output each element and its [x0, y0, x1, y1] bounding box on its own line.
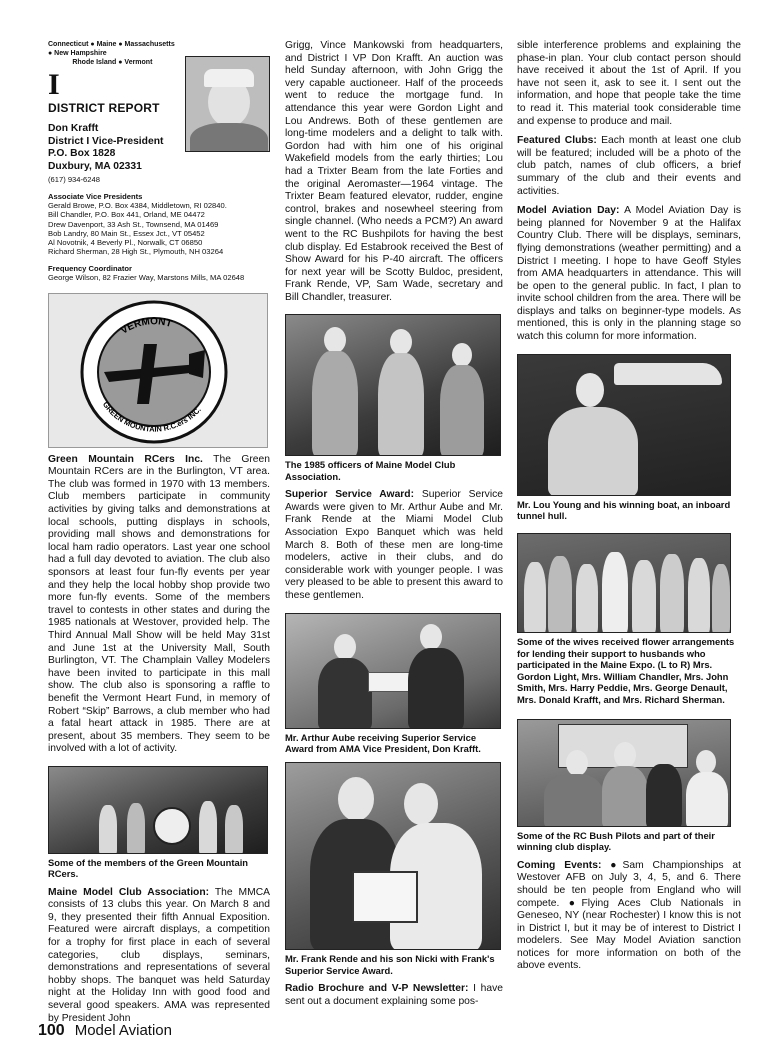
associates-list — [48, 201, 270, 256]
green-mountain-caption: Some of the members of the Green Mountain RCers. — [48, 856, 249, 880]
frequency-heading: Frequency Coordinator — [48, 264, 132, 274]
lou-young-caption: Mr. Lou Young and his winning boat, an inboard tunnel hull. — [517, 498, 731, 522]
column-2 — [285, 40, 503, 1008]
states-list: Connecticut ● Maine ● Massachusetts ● New Hampshire Rhode Island ● Vermont — [48, 41, 175, 66]
contact-address1: P.O. Box 1828 — [48, 148, 116, 159]
wives-caption: Some of the wives received flower arrangements for lending their support to husbands who participated in the Maine Expo. (L to R) Mrs. Gordon Light, Mrs. William Chandler, Mrs. John Smith, Mrs. Harry Peddie, Mrs. George Denault, Mrs. Donald Krafft, and Mrs. Richard Sherman. — [517, 636, 735, 705]
officers-photo — [285, 314, 501, 456]
contact-address2: Duxbury, MA 02331 — [48, 160, 142, 172]
aube-award-photo — [285, 613, 501, 729]
associate-line: Richard Sherman, 28 High St., Plymouth, NH 03264 — [48, 247, 224, 257]
associate-line: Bill Chandler, P.O. Box 441, Orland, ME 04472 — [48, 210, 205, 220]
featured-clubs-article: Featured Clubs: Each month at least one club will be featured; included will be a photo of the club patch, names of club officers, a brief summary of the club and their events and activities. — [517, 135, 741, 197]
club-patch-photo — [48, 293, 268, 448]
wives-photo — [517, 533, 731, 633]
superior-service-article: Superior Service Award: Superior Service Awards were given to Mr. Arthur Aube and Mr. Frank Rende at the Miami Model Club Association Expo Banquet which was held March 8. Both of these men are long-time modelers, active in their clubs, and do considerable work with younger people. I was very pleased to be able to present this award to these gentlemen. — [285, 489, 503, 602]
green-mountain-members-photo — [48, 766, 268, 854]
featured-clubs-title: Featured Clubs: — [517, 135, 597, 147]
district-title: DISTRICT REPORT — [48, 101, 160, 115]
aube-award-caption: Mr. Arthur Aube receiving Superior Service Award from AMA Vice President, Don Krafft. — [285, 731, 481, 755]
column-3 — [517, 40, 741, 973]
bush-pilots-photo — [517, 719, 731, 827]
associate-line: Al Novotnik, 4 Beverly Pl., Norwalk, CT 06850 — [48, 238, 203, 248]
green-mountain-article: Green Mountain RCers Inc. The Green Mountain RCers are in the Burlington, VT area. The club was formed in 1970 with 13 members. Club members participate in community activities by giving talks and demonstrations at local schools, putting displays in schools, providing mall shows and demonstrations for local ham radio operators. Last year one school had a full day devoted to aviation. The club also sponsors at least four fun-fly events per year and they help the local hobby shop provide two more fun-fly events. Some of the members travel to contests in other states and during the 1985 nationals at Westover, provided help. The Third Annual Mall Show will be held May 31st and June 1st at the University Mall, South Burlington, VT. The Champlain Valley Modelers have been invited to participate in this mall show. The club also is sponsoring a raffle to benefit the Vermont Heart Fund, in memory of Robert “Skip” Barrows, a club member who had a fatal heart attack in 1985. There are at present, about 35 members. They seem to be involved with a lot of activity. — [48, 453, 270, 755]
associate-line: Drew Davenport, 33 Ash St., Townsend, MA 01469 — [48, 219, 219, 229]
radio-brochure-continued: sible interference problems and explaining the phase-in plan. Your club contact person should have received it about the 1st of April. If you have not seen it, ask to see it. I sent out the information, and hope that people take the time to read it. This material took considerable time and expense to produce and mail. — [517, 40, 741, 127]
lou-young-photo — [517, 354, 731, 496]
rende-award-photo — [285, 762, 501, 950]
model-aviation-day-title: Model Aviation Day: — [517, 205, 620, 217]
column-1 — [48, 40, 270, 1025]
rende-award-caption: Mr. Frank Rende and his son Nicki with Frank's Superior Service Award. — [285, 953, 495, 976]
contact-block — [48, 123, 177, 173]
radio-brochure-article: Radio Brochure and V-P Newsletter: I have sent out a document explaining some pos- — [285, 983, 503, 1007]
contact-phone: (617) 934-6248 — [48, 175, 100, 184]
mmca-article: Maine Model Club Association: The MMCA consists of 13 clubs this year. On March 8 and 9, they presented their fifth Annual Exposition. Featured were aircraft displays, a competition for a trophy for first place in each of several categories, club displays, seminars, demonstrations and representations of several hobby shops. The banquet was held Saturday night at the Holiday Inn with good food and several good speakers. AMA was represented by President John — [48, 886, 270, 1024]
contact-role: District I Vice-President — [48, 135, 164, 147]
bush-pilots-caption: Some of the RC Bush Pilots and part of their winning club display. — [517, 829, 715, 853]
coming-events-article: Coming Events: ●Sam Championships at Westover AFB on July 3, 4, 5, and 6. There should be ten people from England who will compete. ●Flying Aces Club Nationals in Geneseo, NY (near Rochester) I know this is not in District I, but it may be of interest to District I modelers. See May Model Aviation sanction notices for more information on both of the above events. — [517, 859, 741, 972]
associate-line: Gerald Browe, P.O. Box 4384, Middletown, RI 02840. — [48, 201, 227, 211]
portrait-photo — [185, 56, 270, 152]
vermont-patch-icon — [49, 294, 268, 448]
coming-events-title: Coming Events: — [517, 859, 602, 871]
radio-brochure-title: Radio Brochure and V-P Newsletter: — [285, 983, 469, 995]
model-aviation-day-article: Model Aviation Day: A Model Aviation Day is being planned for November 9 at the Halifax Country Club. There will be displays, seminars, flying demonstrations (weather permitting) and a District I meeting. I hope to have Geoff Styles from AMA headquarters in attendance. This will be open to the general public. In fact, I plan to invite school children from the area. There will be displays and talks on beginner-type models. As mentioned, this is only in the planning stage so watch this column for more information. — [517, 205, 741, 343]
mmca-continued: Grigg, Vince Mankowski from headquarters, and District I VP Don Krafft. An auction was held Sunday afternoon, with John Grigg the very capable auctioneer. Half of the proceeds went to reduce the mortgage fund. In attendance this year were Gordon Light and Lou Andrews. Both of these gentlemen are long-time modelers and a delight to talk with. Gordon had with him one of his original Wakefield models from the early thirties; Lou had a Trixter Beam from the late Forties and the original Aeromaster—1964 vintage. The Trixter Beam featured elevator, rudder, engine control, brakes and nosewheel steering from single channel. (Who needs a PCM?) An award went to the RC Bushpilots for having the best club display. Ed Estabrook received the Best of Show Award for his P-40 aircraft. The officers for next year will be Scotty Buldoc, president, Frank Rende, VP, Sam Wade, secretary and Bill Chandler, treasurer. — [285, 40, 503, 303]
page-footer — [38, 1022, 172, 1040]
green-mountain-title: Green Mountain RCers Inc. — [48, 453, 203, 465]
page-number: 100 — [38, 1022, 65, 1039]
patch-top-text: VERMONT — [118, 315, 174, 337]
officers-caption: The 1985 officers of Maine Model Club Association. — [285, 459, 456, 482]
frequency-line: George Wilson, 82 Frazier Way, Marstons Mills, MA 02648 — [48, 273, 245, 283]
mmca-title: Maine Model Club Association: — [48, 886, 210, 898]
associates-heading: Associate Vice Presidents — [48, 192, 143, 202]
patch-bottom-text: GREEN MOUNTAIN R.C.ers INC. — [100, 399, 203, 434]
magazine-name: Model Aviation — [74, 1022, 172, 1039]
district-numeral: I — [48, 68, 60, 101]
superior-service-title: Superior Service Award: — [285, 489, 415, 501]
associate-line: Bob Landry, 80 Main St., Essex Jct., VT 05452 — [48, 228, 205, 238]
contact-name: Don Krafft — [48, 123, 99, 134]
